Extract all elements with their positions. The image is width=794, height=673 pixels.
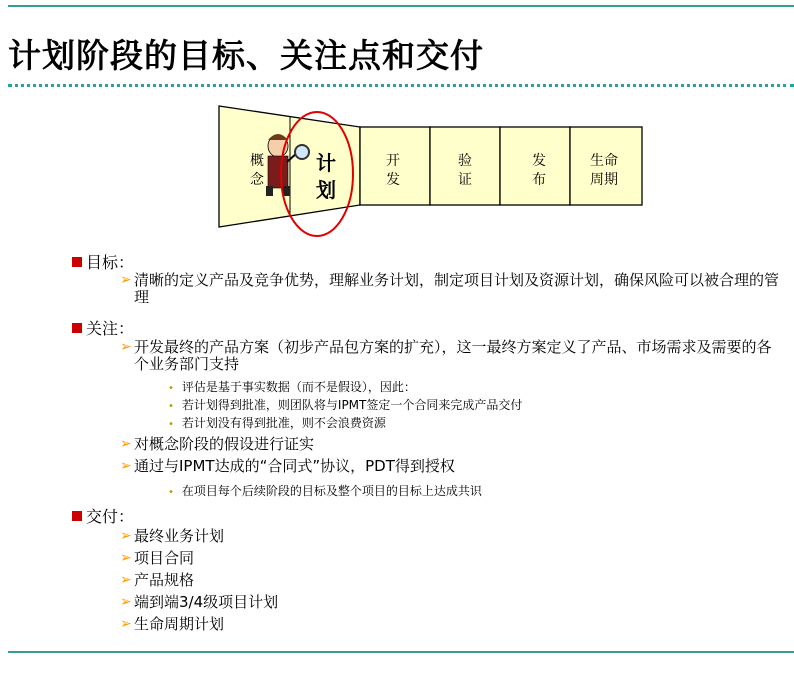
arrow-bullet-icon: ➢: [120, 458, 132, 474]
focus-sub-1-text: 评估是基于事实数据（而不是假设），因此：: [181, 380, 416, 394]
plan-label: [311, 150, 341, 204]
dot-bullet-icon: •: [168, 401, 174, 412]
goal-heading-text: 目标：: [86, 253, 135, 272]
plan-char-1: 计: [316, 151, 336, 175]
focus-item-3: [120, 458, 720, 475]
focus-item-2-text: 对概念阶段的假设进行证实: [134, 435, 315, 453]
phase-top: 生命: [590, 153, 618, 169]
red-square-bullet-icon: [72, 511, 82, 521]
arrow-bullet-icon: ➢: [120, 550, 132, 566]
goal-item-text: 清晰的定义产品及竞争优势，理解业务计划，制定项目计划及资源计划，确保风险可以被合理的管理: [134, 271, 780, 306]
focus-sub-4: [168, 482, 482, 499]
focus-heading-text: 关注：: [86, 319, 135, 338]
phase-diagram: [0, 0, 794, 260]
arrow-bullet-icon: ➢: [120, 616, 132, 632]
focus-item-2: [120, 436, 720, 453]
deliver-item-text: 产品规格: [134, 571, 195, 589]
deliver-item-text: 项目合同: [134, 549, 195, 567]
deliver-item: [120, 550, 520, 567]
deliver-item: [120, 528, 520, 545]
deliver-item-text: 端到端3/4级项目计划: [134, 593, 279, 611]
arrow-bullet-icon: ➢: [120, 339, 132, 355]
deliver-item: [120, 616, 520, 633]
phase-top: 验: [458, 153, 472, 169]
concept-char-1: 概: [250, 153, 264, 169]
deliver-heading-text: 交付：: [86, 507, 135, 526]
phase-bottom: 布: [532, 172, 546, 188]
arrow-bullet-icon: ➢: [120, 528, 132, 544]
dot-bullet-icon: •: [168, 383, 174, 394]
phase-label-verify: [450, 152, 480, 190]
phase-label-develop: [378, 152, 408, 190]
goal-item: [120, 272, 780, 306]
dot-bullet-icon: •: [168, 487, 174, 498]
red-square-bullet-icon: [72, 323, 82, 333]
deliver-item-text: 生命周期计划: [134, 615, 225, 633]
goal-heading: [72, 250, 134, 273]
dot-bullet-icon: •: [168, 419, 174, 430]
focus-sub-3: [168, 414, 386, 431]
arrow-bullet-icon: ➢: [120, 572, 132, 588]
arrow-bullet-icon: ➢: [120, 594, 132, 610]
phase-top: 开: [386, 153, 400, 169]
concept-label: [242, 152, 272, 190]
page-title: 计划阶段的目标、关注点和交付: [8, 36, 484, 75]
plan-char-2: 划: [316, 178, 336, 202]
phase-label-release: [524, 152, 554, 190]
deliver-heading: [72, 504, 134, 527]
focus-sub-4-text: 在项目每个后续阶段的目标及整个项目的目标上达成共识: [181, 484, 482, 498]
concept-char-2: 念: [250, 172, 264, 188]
focus-sub-2: [168, 396, 522, 413]
deliver-item: [120, 572, 520, 589]
phase-label-lifecycle: [581, 152, 627, 190]
arrow-bullet-icon: ➢: [120, 436, 132, 452]
deliver-item-text: 最终业务计划: [134, 527, 225, 545]
phase-bottom: 发: [386, 172, 400, 188]
phase-bottom: 周期: [590, 172, 618, 188]
phase-bottom: 证: [458, 172, 472, 188]
arrow-bullet-icon: ➢: [120, 272, 132, 288]
focus-item-1-text: 开发最终的产品方案（初步产品包方案的扩充），这一最终方案定义了产品、市场需求及需要的各个业务部门支持: [134, 338, 772, 373]
focus-item-3-text: 通过与IPMT达成的“合同式”协议，PDT得到授权: [134, 457, 455, 475]
focus-sub-3-text: 若计划没有得到批准，则不会浪费资源: [181, 416, 386, 430]
red-square-bullet-icon: [72, 257, 82, 267]
focus-sub-2-text: 若计划得到批准，则团队将与IPMT签定一个合同来完成产品交付: [181, 398, 523, 412]
focus-heading: [72, 316, 134, 339]
phase-top: 发: [532, 153, 546, 169]
bottom-rule: [8, 651, 794, 653]
focus-sub-1: [168, 378, 416, 395]
focus-item-1: [120, 339, 775, 373]
deliver-item: [120, 594, 520, 611]
